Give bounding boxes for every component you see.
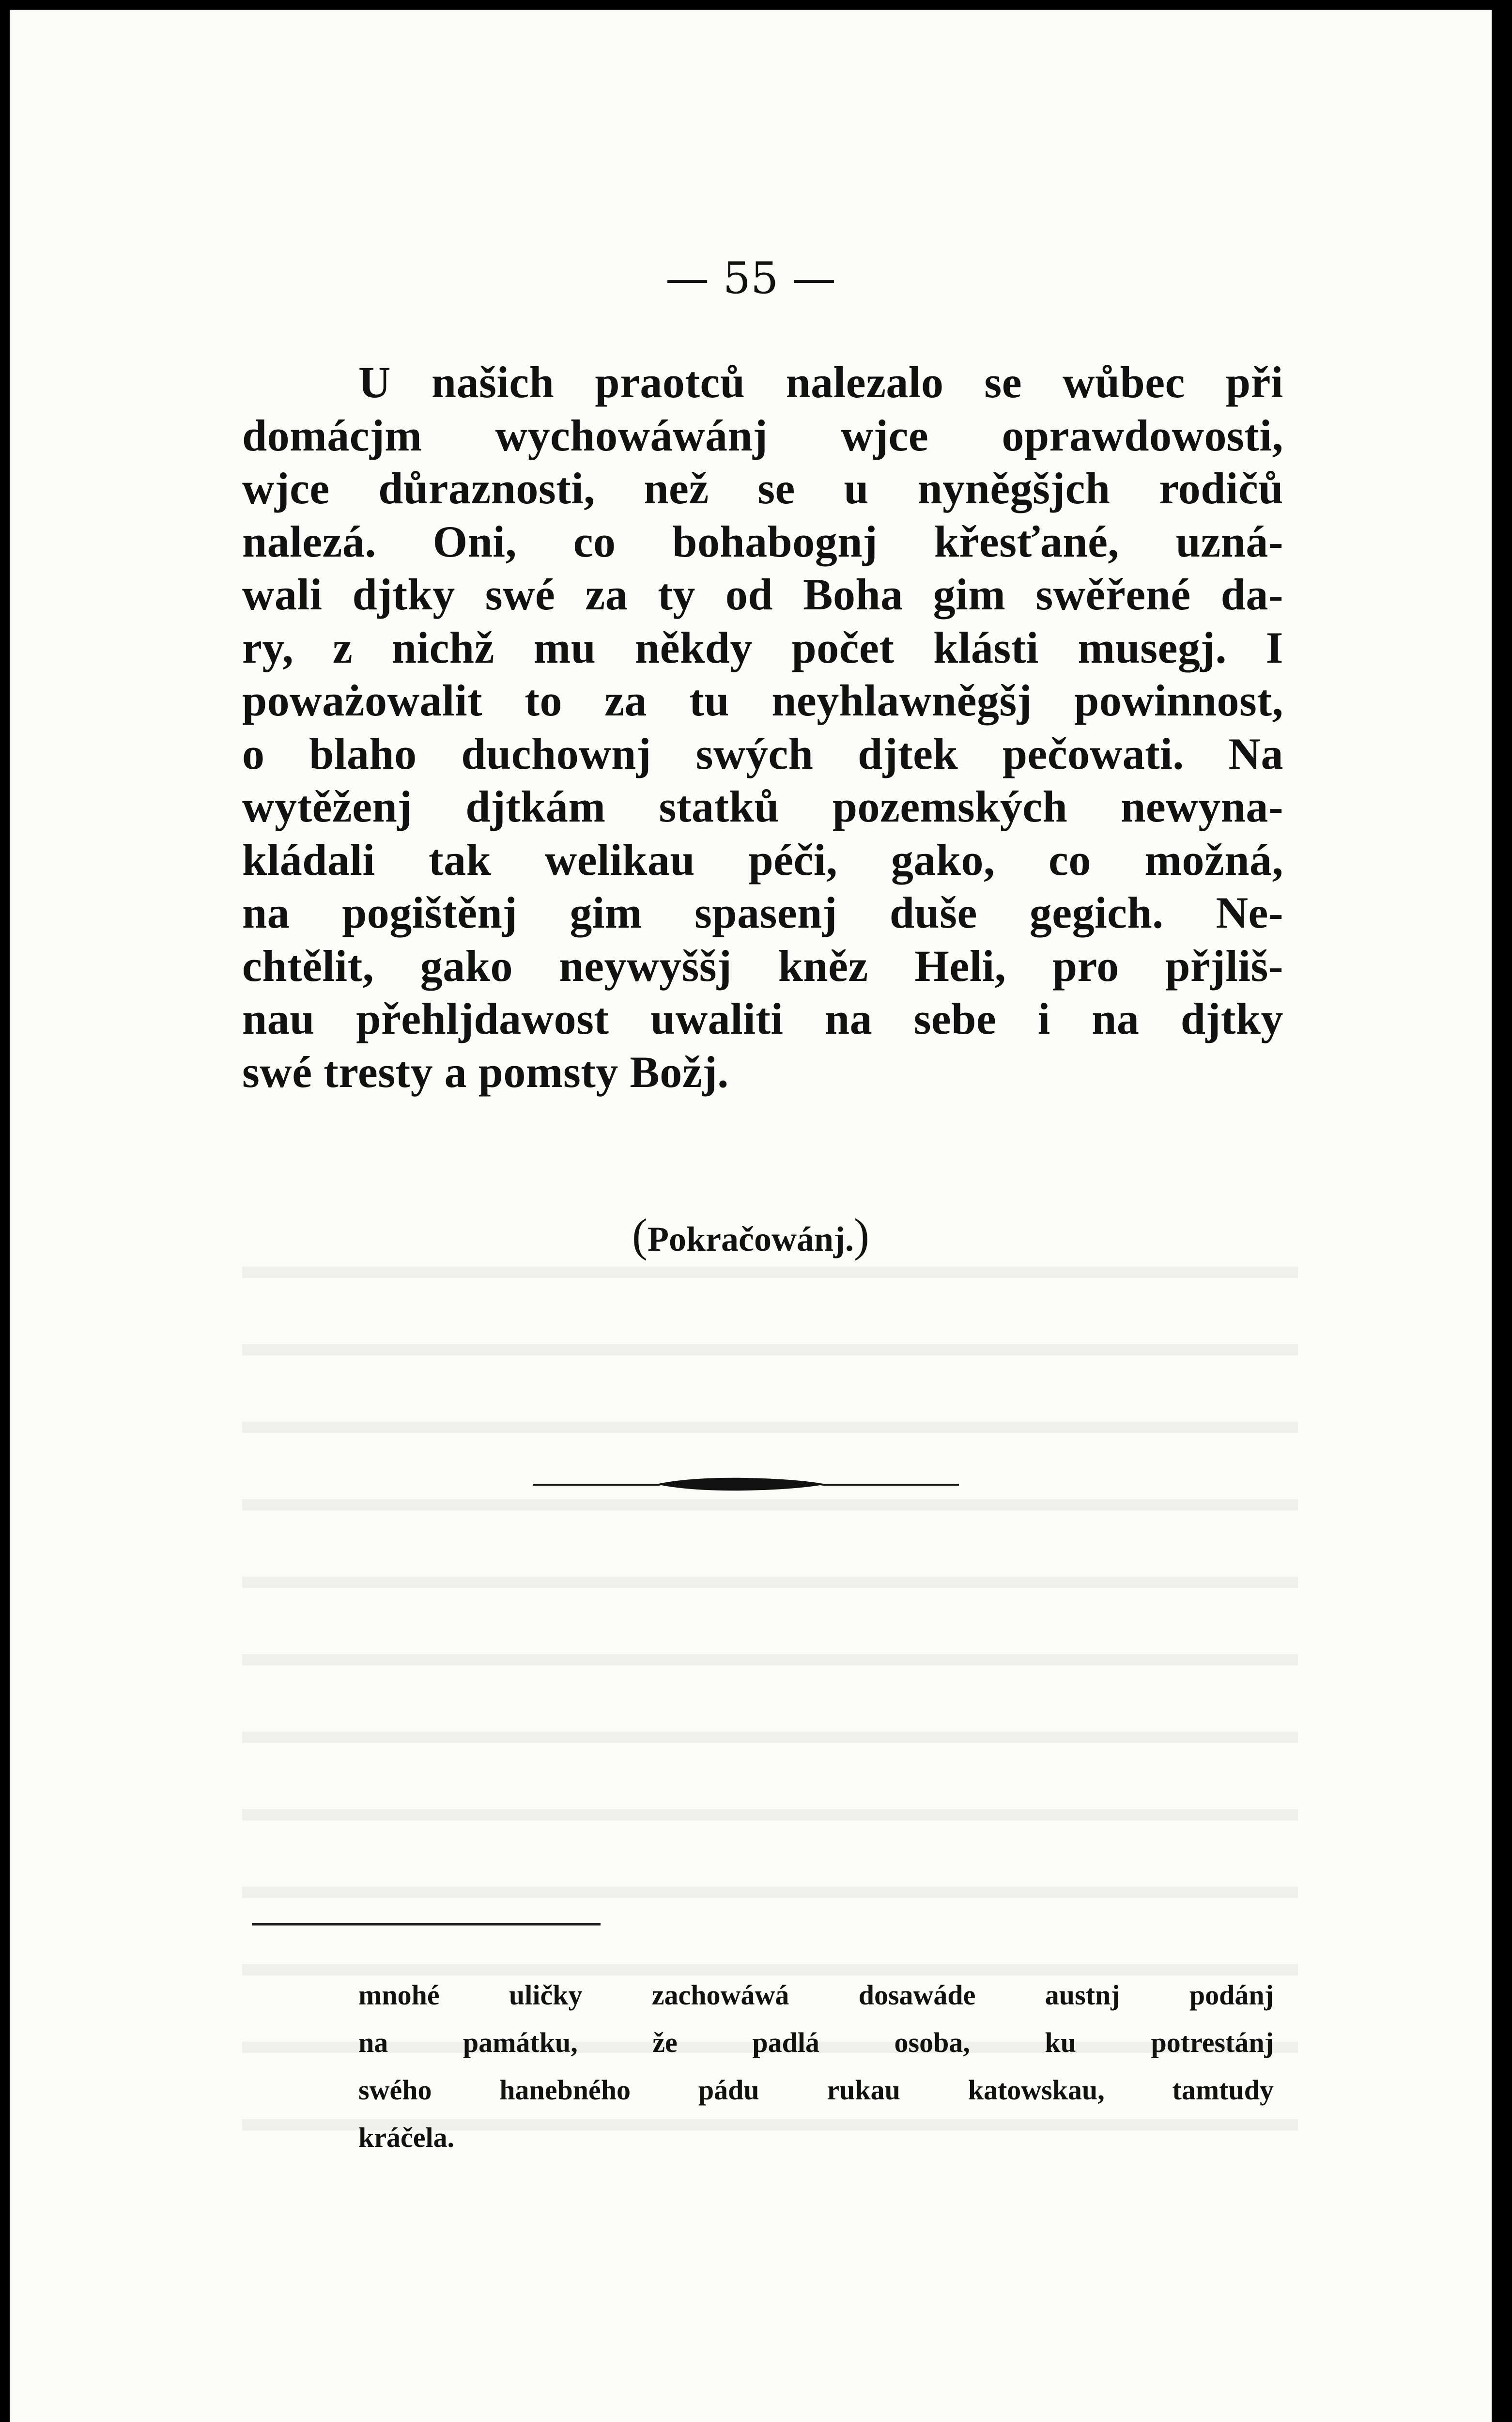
continuation-label: Pokračowánj. <box>648 1220 854 1258</box>
text-line: wytěženj djtkám statků pozemských newyna- <box>242 782 1283 831</box>
text-line: chtělit, gako neywyššj kněz Heli, pro přjliš- <box>242 941 1283 991</box>
footnote-rule <box>252 1923 601 1925</box>
text-line: domácjm wychowáwánj wjce oprawdowosti, <box>242 410 1283 460</box>
open-paren: ( <box>632 1209 648 1261</box>
text-line: nalezá. Oni, co bohabognj křesťané, uzná- <box>242 516 1283 566</box>
page-number: — 55 — <box>665 253 836 304</box>
section-divider <box>533 1475 959 1494</box>
text-line: wjce důraznosti, než se u nyněgšjch rodičů <box>242 464 1283 513</box>
footnote-line: mnohé uličky zachowáwá dosawáde austnj podánj <box>358 1979 1274 2011</box>
footnote-line: na památku, že padlá osoba, ku potrestánj <box>358 2027 1274 2058</box>
footnote-line: kráčela. <box>358 2122 455 2153</box>
text-line: wali djtky swé za ty od Boha gim swěřené da- <box>242 570 1283 619</box>
continuation-note <box>10 1211 1492 1263</box>
text-line: na pogištěnj gim spasenj duše gegich. Ne- <box>242 888 1283 937</box>
text-line: ry, z nichž mu někdy počet klásti musegj. I <box>242 622 1283 672</box>
book-page <box>10 10 1492 2422</box>
text-line: U našich praotců nalezalo se wůbec při <box>358 357 1283 407</box>
footnote-line: swého hanebného pádu rukau katowskau, tamtudy <box>358 2074 1274 2106</box>
text-line: kládali tak welikau péči, gako, co možná, <box>242 835 1283 885</box>
main-paragraph <box>242 356 1283 1099</box>
text-line: nau přehljdawost uwaliti na sebe i na djtky <box>242 994 1283 1043</box>
text-line: poważowalit to za tu neyhlawněgšj powinnost, <box>242 676 1283 725</box>
text-line: o blaho duchownj swých djtek pečowati. Na <box>242 729 1283 778</box>
close-paren: ) <box>853 1209 869 1261</box>
text-line: swé tresty a pomsty Božj. <box>242 1047 729 1097</box>
footnote <box>358 1972 1274 2161</box>
